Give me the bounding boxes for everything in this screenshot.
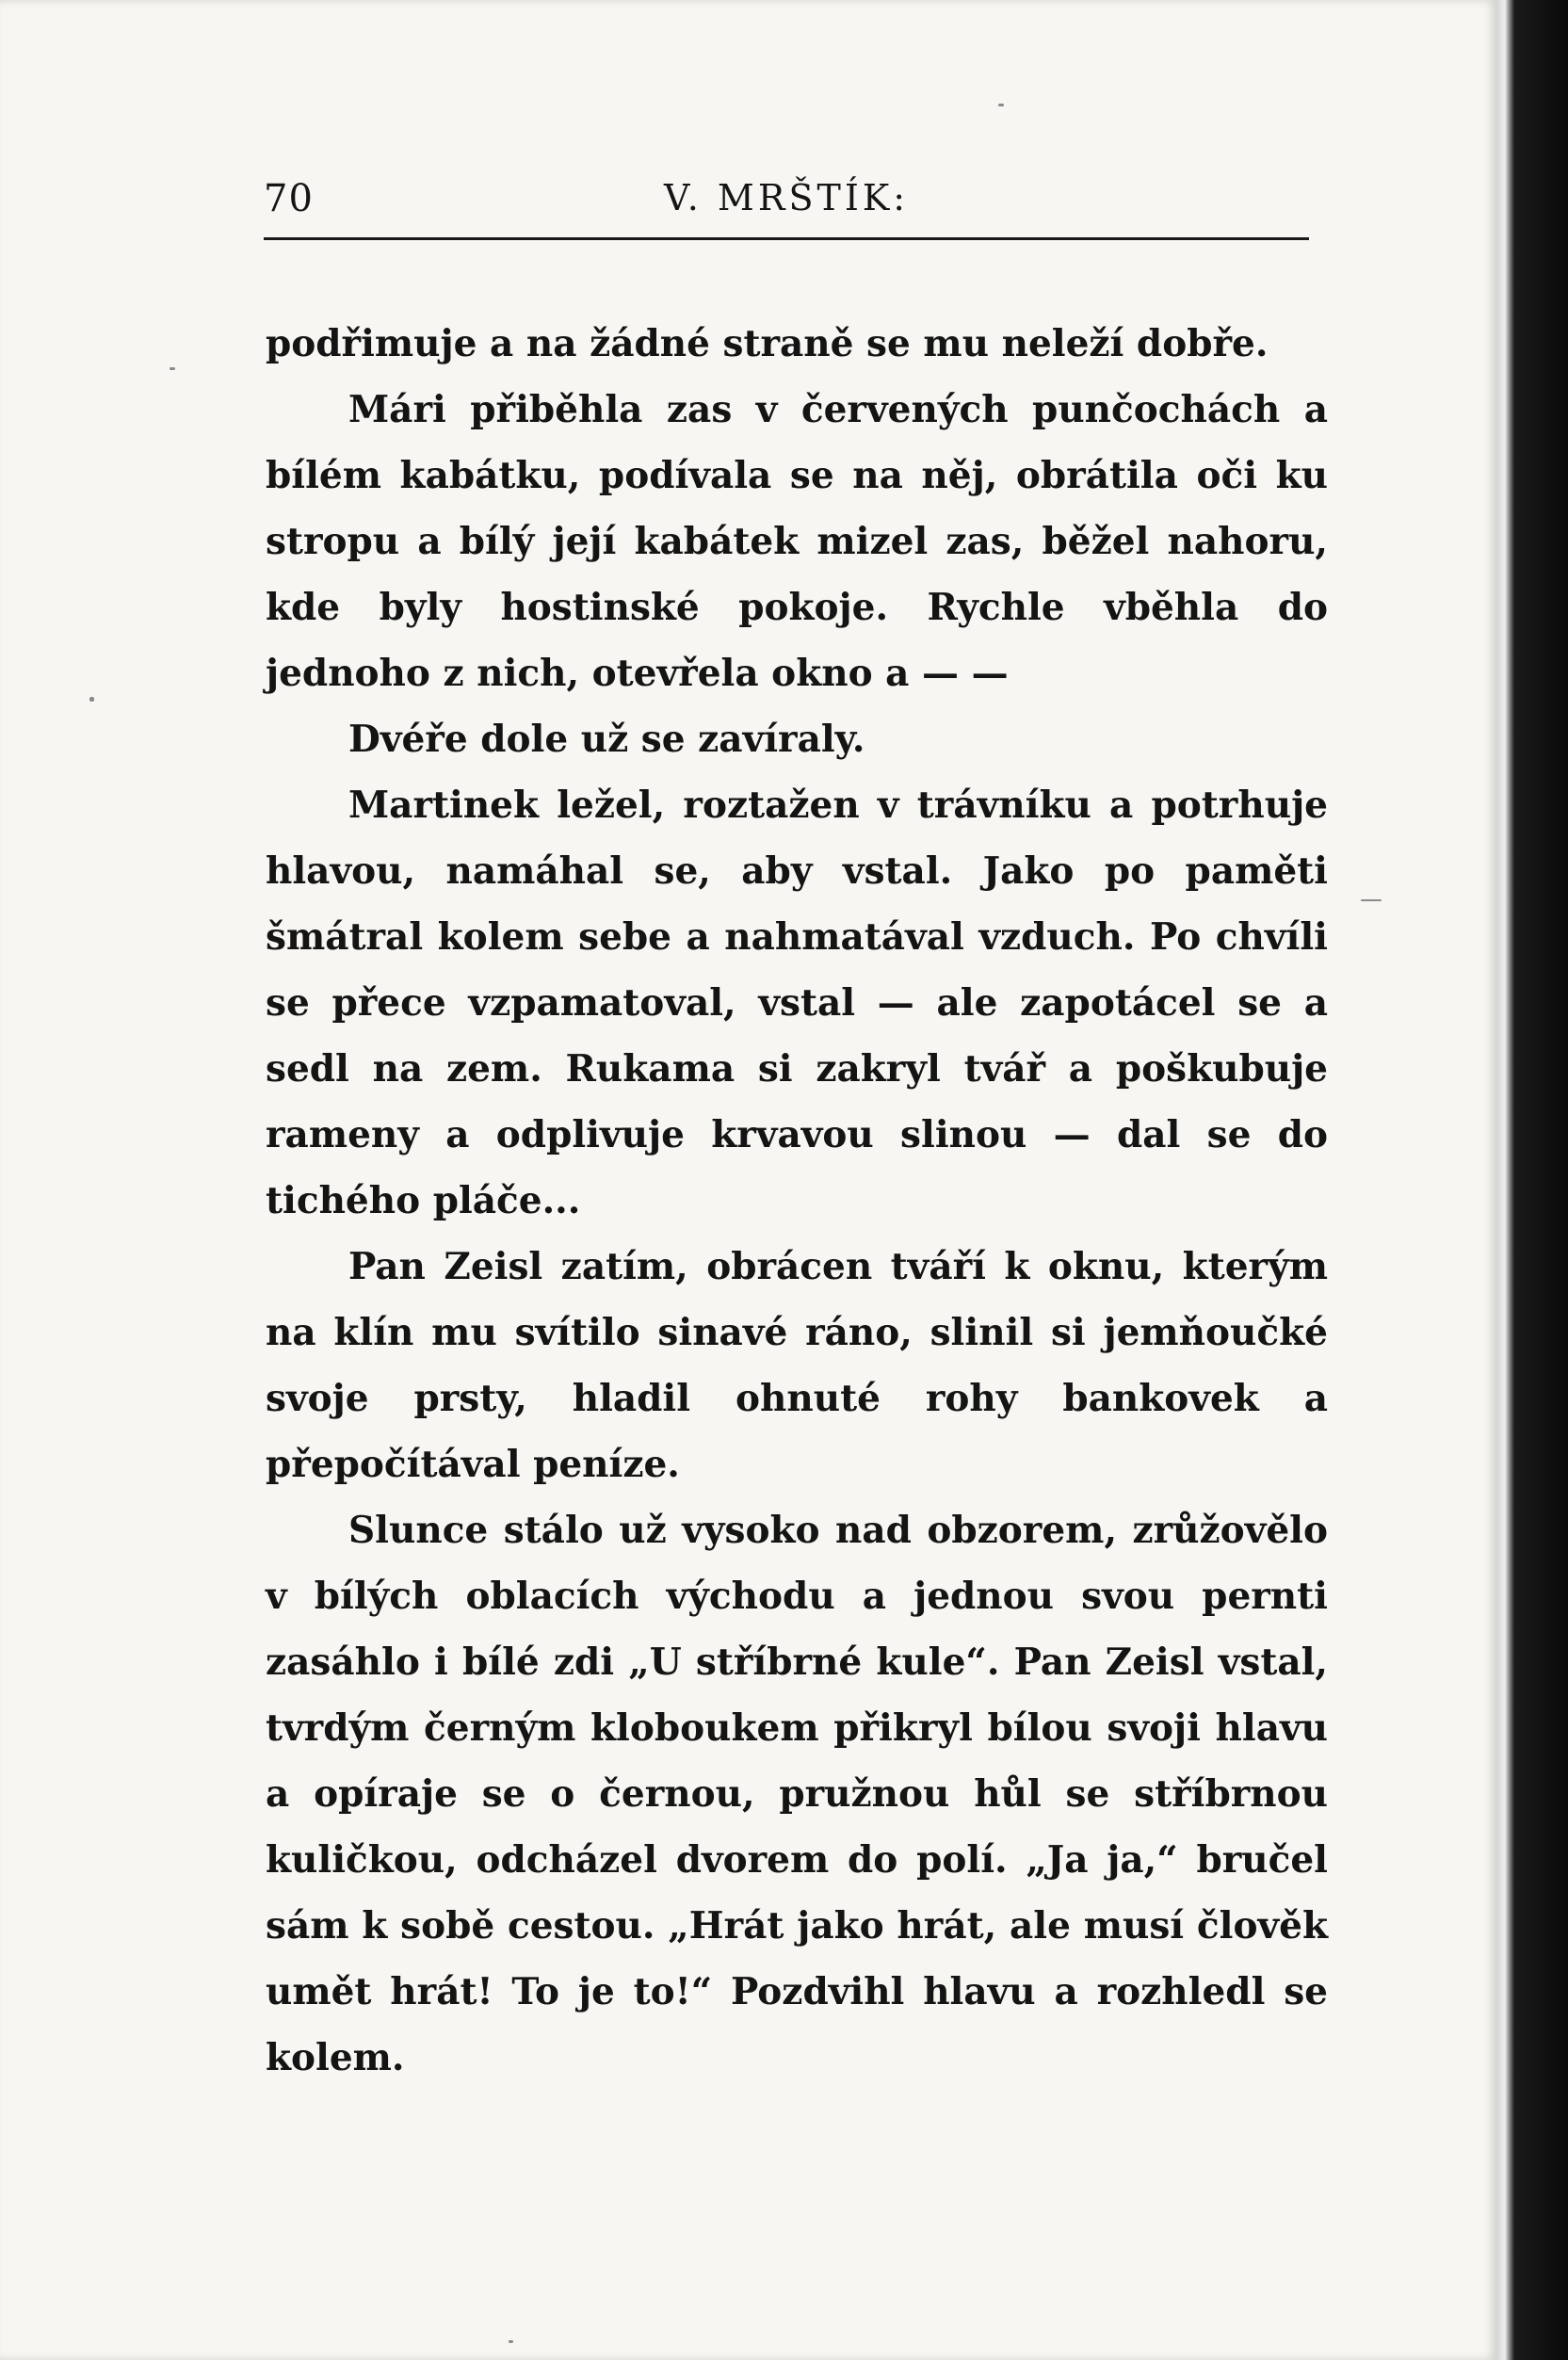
- scan-edge: [1497, 0, 1568, 2360]
- paper-speck: [170, 367, 175, 370]
- paragraph: Martinek ležel, roztažen v trávníku a potrhuje hlavou, namáhal se, aby vstal. Jako po paměti šmátral kolem sebe a nahmatával vzduch. Po chvíli se přece vzpamatoval, vstal — ale zapotácel se a sedl na zem. Rukama si zakryl tvář a poškubuje rameny a odplivuje krvavou slinou — dal se do tichého pláče...: [266, 784, 1328, 1222]
- page-number: 70: [264, 177, 314, 220]
- body-text: [266, 311, 1328, 2091]
- header-rule: [264, 237, 1309, 240]
- paragraph: Pan Zeisl zatím, obrácen tváří k oknu, kterým na klín mu svítilo sinavé ráno, slinil si jemňoučké svoje prsty, hladil ohnuté rohy bankovek a přepočítával peníze.: [266, 1245, 1328, 1486]
- paragraph: Dvéře dole už se zavíraly.: [348, 718, 865, 761]
- paper-speck: [509, 2340, 513, 2343]
- paper-speck: [1361, 899, 1382, 901]
- paragraph: Slunce stálo už vysoko nad obzorem, zrůžovělo v bílých oblacích východu a jednou svou pernti zasáhlo i bílé zdi „U stříbrné kule“. Pan Zeisl vstal, tvrdým černým kloboukem přikryl bílou svoji hlavu a opíraje se o černou, pružnou hůl se stříbrnou kuličkou, odcházel dvorem do polí. „Ja ja,“ bručel sám k sobě cestou. „Hrát jako hrát, ale musí člověk umět hrát! To je to!“ Pozdvihl hlavu a rozhledl se kolem.: [266, 1509, 1328, 2079]
- page-header: [264, 177, 1309, 226]
- paper-speck: [998, 104, 1004, 106]
- paragraph: Mári přiběhla zas v červených punčochách a bílém kabátku, podívala se na něj, obrátila oči ku stropu a bílý její kabátek mizel zas, běžel nahoru, kde byly hostinské pokoje. Rychle vběhla do jednoho z nich, otevřela okno a — —: [266, 388, 1328, 695]
- running-head: V. MRŠTÍK:: [663, 177, 910, 218]
- paragraph: podřimuje a na žádné straně se mu neleží dobře.: [266, 322, 1269, 365]
- paper-speck: [89, 697, 94, 702]
